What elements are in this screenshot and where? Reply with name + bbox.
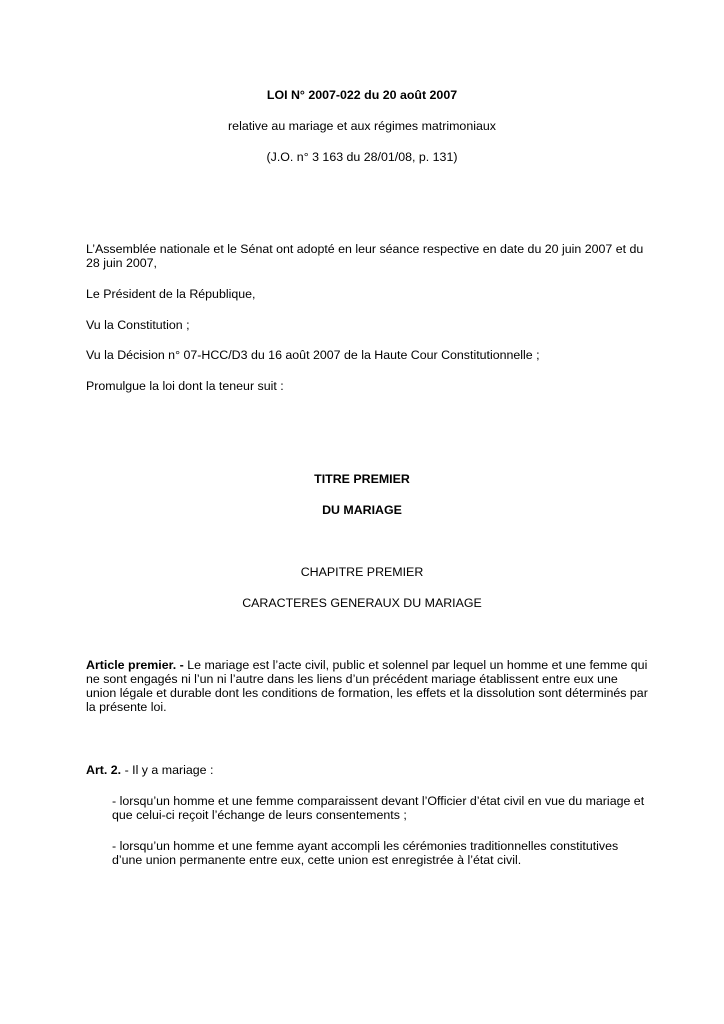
journal-reference: (J.O. n° 3 163 du 28/01/08, p. 131) xyxy=(266,150,458,164)
promulgation-line: Promulgue la loi dont la teneur suit : xyxy=(86,379,284,393)
article-premier-heading: Article premier. - xyxy=(86,658,184,672)
constitution-line: Vu la Constitution ; xyxy=(86,318,190,332)
article-2-case-2-line-1: - lorsqu’un homme et une femme ayant accompli les cérémonies traditionnelles constitutives xyxy=(112,839,619,853)
president-line: Le Président de la République, xyxy=(86,287,256,301)
article-2-intro-line xyxy=(86,763,642,777)
article-premier-line-3: union légale et durable dont les conditions de formation, les effets et la dissolution sont déterminés par xyxy=(86,686,648,700)
article-premier-line-2: ne sont engagés ni l’un ni l’autre dans les liens d’un précédent mariage établissent entre eux une xyxy=(86,672,618,686)
titre-name: DU MARIAGE xyxy=(322,503,402,517)
article-2-intro: - Il y a mariage : xyxy=(121,763,214,777)
titre-label: TITRE PREMIER xyxy=(314,472,410,486)
article-2-case-1-line-1: - lorsqu’un homme et une femme comparaissent devant l’Officier d’état civil en vue du mariage et xyxy=(112,794,645,808)
decision-line: Vu la Décision n° 07-HCC/D3 du 16 août 2007 de la Haute Cour Constitutionnelle ; xyxy=(86,348,540,362)
article-premier-line-4: la présente loi. xyxy=(86,700,167,714)
chapitre-label: CHAPITRE PREMIER xyxy=(300,565,424,579)
law-title: LOI N° 2007-022 du 20 août 2007 xyxy=(266,88,458,102)
article-premier-line-1 xyxy=(86,658,648,672)
article-2-case-1-line-2: que celui-ci reçoit l’échange de leurs consentements ; xyxy=(112,808,407,822)
article-premier-text-1: Le mariage est l’acte civil, public et solennel par lequel un homme et une femme qui xyxy=(183,658,648,672)
law-subject: relative au mariage et aux régimes matrimoniaux xyxy=(228,119,496,133)
adoption-line-2: 28 juin 2007, xyxy=(86,256,157,270)
adoption-line-1: L’Assemblée nationale et le Sénat ont adopté en leur séance respective en date du 20 juin 2007 et du xyxy=(86,242,644,256)
article-2-case-2-line-2: d’une union permanente entre eux, cette union est enregistrée à l’état civil. xyxy=(112,853,522,867)
article-2-heading: Art. 2. xyxy=(86,763,122,777)
chapitre-name: CARACTERES GENERAUX DU MARIAGE xyxy=(242,596,482,610)
